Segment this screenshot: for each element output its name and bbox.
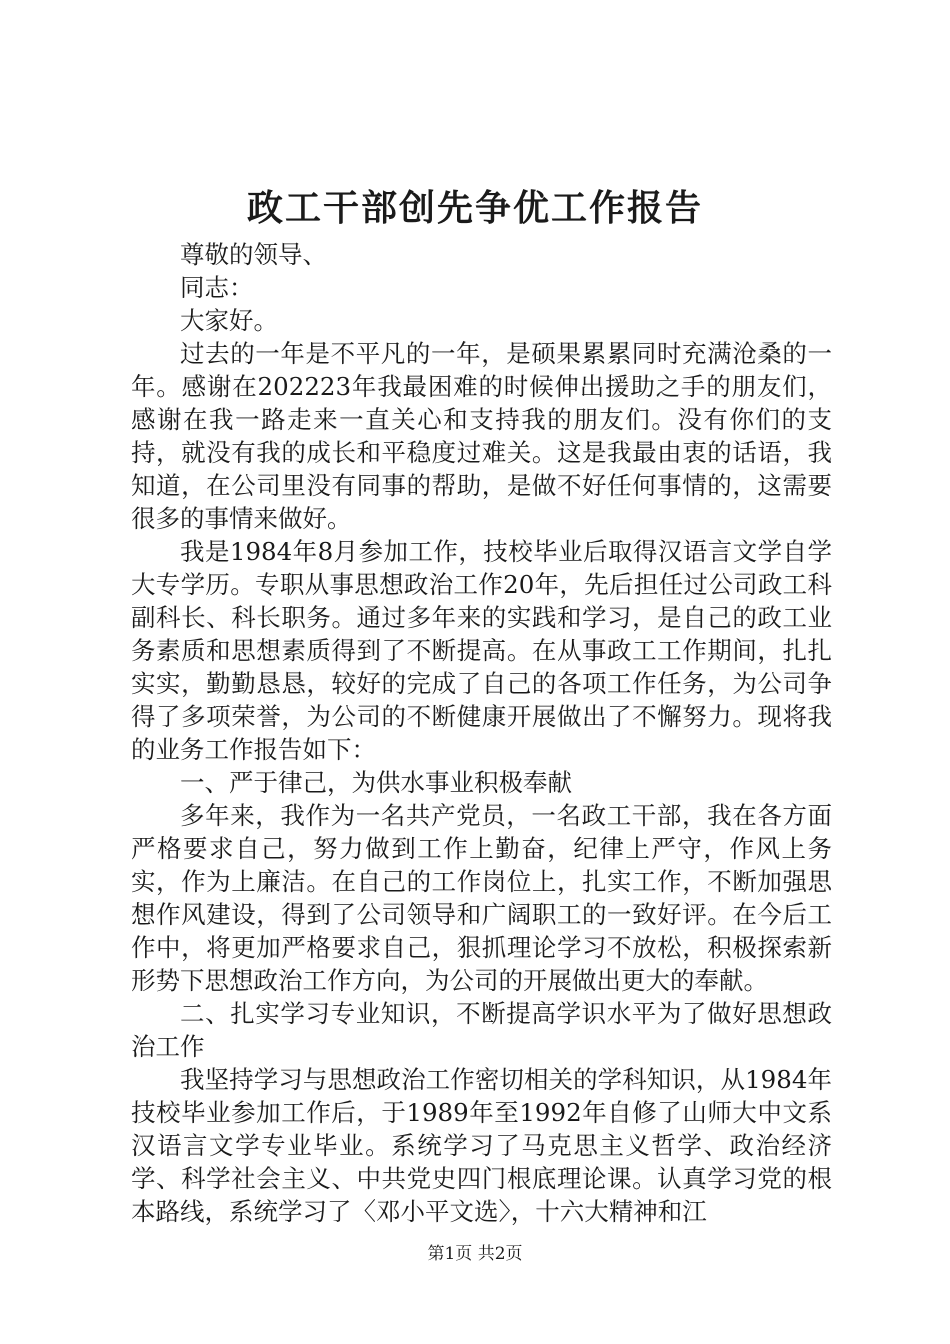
salutation-line: 尊敬的领导、 xyxy=(180,240,327,269)
section-heading: 二、扎实学习专业知识，不断提高学识水平为了做好思想政治工作 xyxy=(131,999,832,1061)
greeting-line: 大家好。 xyxy=(180,306,278,335)
body-paragraph: 我是1984年8月参加工作，技校毕业后取得汉语言文学自学大专学历。专职从事思想政治工作20年，先后担任过公司政工科副科长、科长职务。通过多年来的实践和学习，是自己的政工业务素质和思想素质得到了不断提高。在从事政工工作期间，扎扎实实，勤勤恳恳，较好的完成了自己的各项工作任务，为公司争得了多项荣誉，为公司的不断健康开展做出了不懈努力。现将我的业务工作报告如下： xyxy=(131,537,832,764)
page-footer: 第1页 共2页 xyxy=(427,1244,523,1264)
salutation-line: 同志： xyxy=(180,273,254,302)
document-title: 政工干部创先争优工作报告 xyxy=(246,187,703,229)
body-paragraph: 过去的一年是不平凡的一年，是硕果累累同时充满沧桑的一年。感谢在202223年我最困难的时候伸出援助之手的朋友们，感谢在我一路走来一直关心和支持我的朋友们。没有你们的支持，就没有我的成长和平稳度过难关。这是我最由衷的话语，我知道，在公司里没有同事的帮助，是做不好任何事情的，这需要很多的事情来做好。 xyxy=(131,339,832,533)
section-heading: 一、严于律己，为供水事业积极奉献 xyxy=(180,768,572,797)
body-paragraph: 我坚持学习与思想政治工作密切相关的学科知识，从1984年技校毕业参加工作后，于1989年至1992年自修了山师大中文系汉语言文学专业毕业。系统学习了马克思主义哲学、政治经济学、科学社会主义、中共党史四门根底理论课。认真学习党的根本路线，系统学习了〈邓小平文选〉，十六大精神和江 xyxy=(131,1065,832,1226)
body-paragraph: 多年来，我作为一名共产党员，一名政工干部，我在各方面严格要求自己，努力做到工作上勤奋，纪律上严守，作风上务实，作为上廉洁。在自己的工作岗位上，扎实工作，不断加强思想作风建设，得到了公司领导和广阔职工的一致好评。在今后工作中，将更加严格要求自己，狠抓理论学习不放松，积极探索新形势下思想政治工作方向，为公司的开展做出更大的奉献。 xyxy=(131,801,832,995)
document-body xyxy=(131,238,832,1228)
